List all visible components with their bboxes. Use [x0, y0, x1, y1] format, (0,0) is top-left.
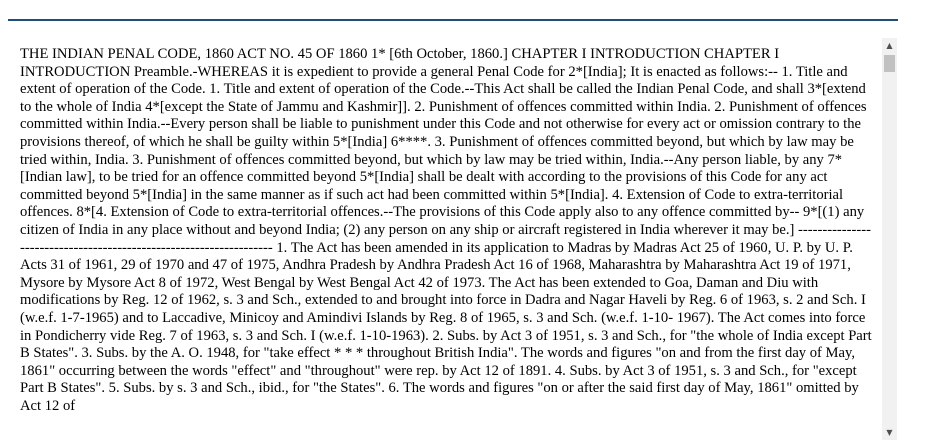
vertical-scrollbar[interactable]: [882, 38, 897, 440]
scroll-down-arrow-icon[interactable]: ▼: [886, 428, 893, 437]
scroll-up-arrow-icon[interactable]: ▲: [886, 41, 893, 50]
document-body-text: THE INDIAN PENAL CODE, 1860 ACT NO. 45 OF 1860 1* [6th October, 1860.] CHAPTER I INTRODUCTION CHAPTER I INTRODUCTION Preamble.-WHEREAS it is expedient to provide a general Penal Code for 2*[India]; It is enacted as follows:-- 1. Title and extent of operation of the Code. 1. Title and extent of operation of the Code.--This Act shall be called the Indian Penal Code, and shall 3*[extend to the whole of India 4*[except the State of Jammu and Kashmir]]. 2. Punishment of offences committed within India. 2. Punishment of offences committed within India.--Every person shall be liable to punishment under this Code and not otherwise for every act or omission contrary to the provisions thereof, of which he shall be guilty within 5*[India] 6****. 3. Punishment of offences committed beyond, but which by law may be tried within, India. 3. Punishment of offences committed beyond, but which by law may be tried within, India.--Any person liable, by any 7*[Indian law], to be tried for an offence committed beyond 5*[India] shall be dealt with according to the provisions of this Code for any act committed beyond 5*[India] in the same manner as if such act had been committed within 5*[India]. 4. Extension of Code to extra-territorial offences. 8*[4. Extension of Code to extra-territorial offences.--The provisions of this Code apply also to any offence committed by-- 9*[(1) any citizen of India in any place without and beyond India; (2) any person on any ship or aircraft registered in India wherever it may be.] ------------------------------------------------------------------- 1. The Act has been amended in its application to Madras by Madras Act 25 of 1960, U. P. by U. P. Acts 31 of 1961, 29 of 1970 and 47 of 1975, Andhra Pradesh by Andhra Pradesh Act 16 of 1968, Maharashtra by Maharashtra Act 19 of 1971, Mysore by Mysore Act 8 of 1972, West Bengal by West Bengal Act 42 of 1973. The Act has been extended to Goa, Daman and Diu with modifications by Reg. 12 of 1962, s. 3 and Sch., extended to and brought into force in Dadra and Nagar Haveli by Reg. 6 of 1963, s. 2 and Sch. I (w.e.f. 1-7-1965) and to Laccadive, Minicoy and Amindivi Islands by Reg. 8 of 1965, s. 3 and Sch. (w.e.f. 1-10- 1967). The Act comes into force in Pondicherry vide Reg. 7 of 1963, s. 3 and Sch. I (w.e.f. 1-10-1963). 2. Subs. by Act 3 of 1951, s. 3 and Sch., for "the whole of India except Part B States". 3. Subs. by the A. O. 1948, for "take effect * * * throughout British India". The words and figures "on and from the first day of May, 1861" occurring between the words "effect" and "throughout" were rep. by Act 12 of 1891. 4. Subs. by Act 3 of 1951, s. 3 and Sch., for "except Part B States". 5. Subs. by s. 3 and Sch., ibid., for "the States". 6. The words and figures "on or after the said first day of May, 1861" omitted by Act 12 of: [20, 46, 872, 414]
scrollbar-thumb[interactable]: [884, 55, 895, 72]
document-viewport[interactable]: [20, 46, 875, 447]
header-divider: [8, 19, 898, 21]
